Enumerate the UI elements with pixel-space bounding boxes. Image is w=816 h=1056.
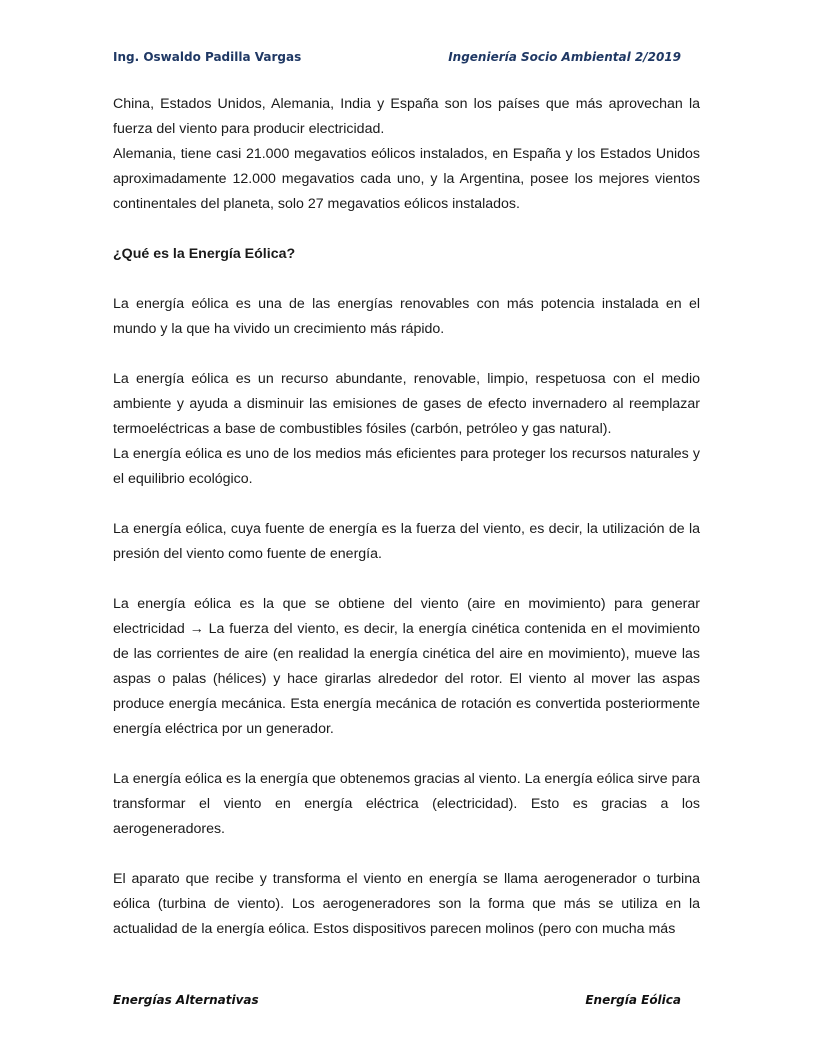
paragraph-megawatts: Alemania, tiene casi 21.000 megavatios eólicos instalados, en España y los Estados Unidos aproximadamente 12.000 megavatios cada uno, y la Argentina, posee los mejores vientos continentales del planeta, solo 27 megavatios eólicos instalados.: [113, 146, 700, 212]
document-body: [113, 92, 700, 942]
paragraph-wind-force: La energía eólica, cuya fuente de energía es la fuerza del viento, es decir, la utilización de la presión del viento como fuente de energía.: [113, 521, 700, 562]
paragraph-generation: La energía eólica es la que se obtiene del viento (aire en movimiento) para generar electricidad → La fuerza del viento, es decir, la energía cinética contenida en el movimiento de las corrientes de aire (en realidad la energía cinética del aire en movimiento), mueve las aspas o palas (hélices) y hace girarlas alrededor del rotor. El viento al mover las aspas produce energía mecánica. Esta energía mecánica de rotación es convertida posteriormente energía eléctrica por un generador.: [113, 596, 700, 737]
paragraph-renewable: La energía eólica es una de las energías renovables con más potencia instalada en el mundo y la que ha vivido un crecimiento más rápido.: [113, 296, 700, 337]
footer-subject: Energías Alternativas: [113, 993, 259, 1007]
header-author: Ing. Oswaldo Padilla Vargas: [113, 50, 302, 64]
page-footer: [113, 993, 681, 1011]
section-heading: ¿Qué es la Energía Eólica?: [113, 246, 296, 262]
paragraph-aerogenerators: La energía eólica es la energía que obtenemos gracias al viento. La energía eólica sirve para transformar el viento en energía eléctrica (electricidad). Esto es gracias a los aerogeneradores.: [113, 771, 700, 837]
footer-topic: Energía Eólica: [585, 993, 681, 1007]
paragraph-resource: La energía eólica es un recurso abundante, renovable, limpio, respetuosa con el medio ambiente y ayuda a disminuir las emisiones de gases de efecto invernadero al reemplazar termoeléctricas a base de combustibles fósiles (carbón, petróleo y gas natural).: [113, 371, 700, 437]
header-course: Ingeniería Socio Ambiental 2/2019: [448, 50, 681, 64]
paragraph-efficiency: La energía eólica es uno de los medios más eficientes para proteger los recursos naturales y el equilibrio ecológico.: [113, 446, 700, 487]
paragraph-turbine: El aparato que recibe y transforma el viento en energía se llama aerogenerador o turbina eólica (turbina de viento). Los aerogeneradores son la forma que más se utiliza en la actualidad de la energía eólica. Estos dispositivos parecen molinos (pero con mucha más: [113, 871, 700, 937]
page-header: [113, 50, 681, 68]
paragraph-countries: China, Estados Unidos, Alemania, India y España son los países que más aprovechan la fuerza del viento para producir electricidad.: [113, 96, 700, 137]
